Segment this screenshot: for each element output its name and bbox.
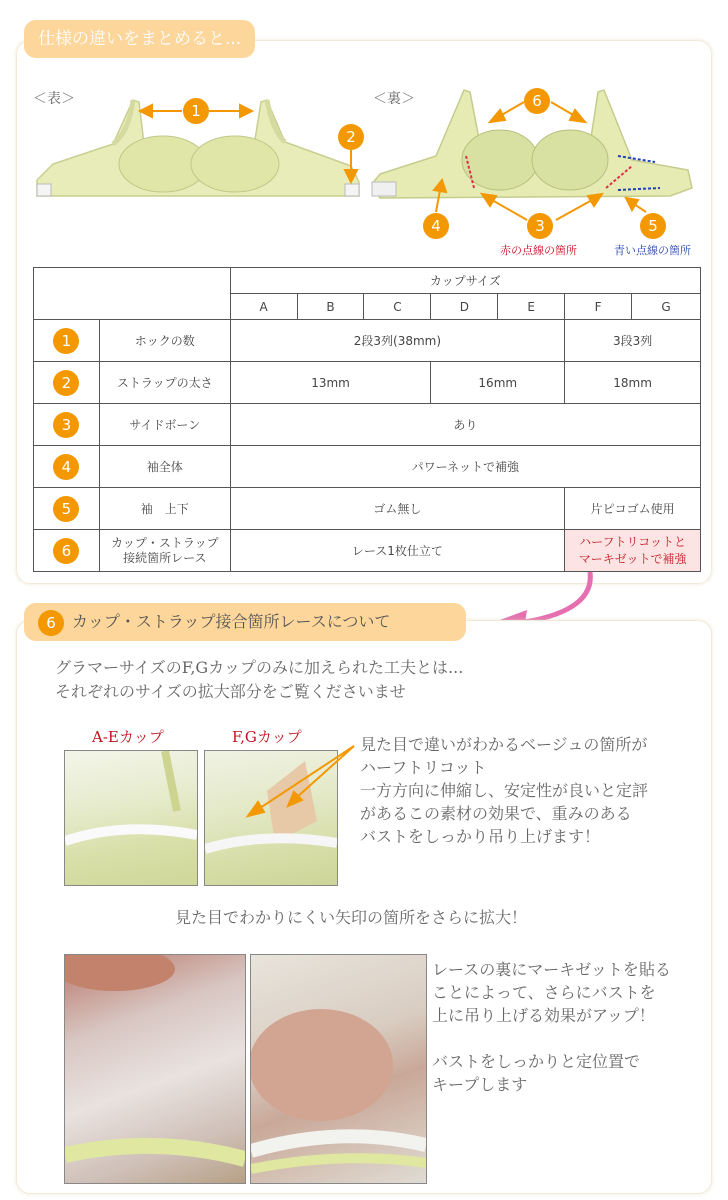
row-num: 2 [53, 370, 79, 396]
desc-line: バストをしっかりと定位置で [432, 1052, 641, 1071]
callout-5: 5 [640, 213, 666, 239]
highlight-line: マーキゼットで補強 [578, 551, 687, 566]
front-label: ＜表＞ [33, 91, 75, 107]
table-row [34, 362, 701, 404]
callout-6: 6 [524, 88, 550, 114]
row-cell: パワーネットで補強 [230, 446, 700, 488]
back-label: ＜裏＞ [373, 91, 415, 107]
pointer-arrows [230, 740, 360, 820]
desc-line: バストをしっかり吊り上げます！ [360, 827, 601, 846]
desc-line [432, 1027, 671, 1050]
row-label: サイドボーン [99, 404, 230, 446]
row-num: 3 [53, 412, 79, 438]
row-cell: ゴム無し [230, 488, 564, 530]
desc-block-2 [432, 958, 671, 1096]
desc-line: 見た目で違いがわかるベージュの箇所が [360, 735, 648, 754]
desc-line: 上に吊り上げる効果がアップ！ [432, 1006, 655, 1025]
size-f: F [565, 294, 632, 320]
callout-1: 1 [183, 98, 209, 124]
highlight-line: ハーフトリコットと [579, 534, 687, 549]
row-cell: 2段3列(38mm) [230, 320, 564, 362]
table-row [34, 446, 701, 488]
lace-closeup-photo-2 [250, 954, 427, 1184]
spec-summary-title: 仕様の違いをまとめると... [24, 20, 255, 58]
row-label: ストラップの太さ [99, 362, 230, 404]
ae-cup-caption: A-Eカップ [92, 728, 164, 746]
callout-2: 2 [338, 124, 364, 150]
callout-3: 3 [527, 213, 553, 239]
desc-line: 一方方向に伸縮し、安定性が良いと定評 [360, 781, 649, 800]
row-label-line: 接続箇所レース [123, 550, 207, 565]
size-g: G [632, 294, 701, 320]
row-num: 4 [53, 454, 79, 480]
callout-arrows [0, 0, 728, 270]
blue-dotted-note: 青い点線の箇所 [614, 244, 691, 257]
size-c: C [364, 294, 431, 320]
detail-title-tab [24, 603, 466, 641]
row-cell: 16mm [431, 362, 565, 404]
intro-line-2: それぞれのサイズの拡大部分をご覧くださいませ [55, 682, 406, 701]
row-cell: 18mm [565, 362, 701, 404]
row-cell: 13mm [230, 362, 431, 404]
size-d: D [431, 294, 498, 320]
table-row [34, 530, 701, 572]
row-label: 袖 上下 [99, 488, 230, 530]
desc-line: ことによって、さらにバストを [432, 983, 656, 1002]
row-cell: レース1枚仕立て [230, 530, 564, 572]
row-label: 袖全体 [99, 446, 230, 488]
row-cell: 3段3列 [565, 320, 701, 362]
highlight-cell [565, 530, 701, 572]
table-corner [34, 268, 231, 320]
table-row [34, 320, 701, 362]
table-row [34, 488, 701, 530]
intro-line-1: グラマーサイズのF,Gカップのみに加えられた工夫とは... [55, 658, 464, 677]
cup-size-header: カップサイズ [230, 268, 700, 294]
size-a: A [230, 294, 297, 320]
callout-4: 4 [423, 213, 449, 239]
row-num: 6 [53, 538, 79, 564]
spec-table [33, 267, 701, 572]
size-b: B [297, 294, 364, 320]
ae-cup-photo [64, 750, 198, 886]
desc-line: キープします [432, 1075, 528, 1094]
fg-cup-caption: F,Gカップ [232, 728, 302, 746]
desc-line: があるこの素材の効果で、重みのある [360, 804, 632, 823]
zoom-heading: 見た目でわかりにくい矢印の箇所をさらに拡大！ [175, 908, 528, 927]
detail-num: 6 [38, 610, 64, 636]
row-label: ホックの数 [99, 320, 230, 362]
row-cell: あり [230, 404, 700, 446]
table-row [34, 404, 701, 446]
row-label [99, 530, 230, 572]
row-num: 5 [53, 496, 79, 522]
detail-title: カップ・ストラップ接合箇所レースについて [72, 612, 391, 631]
red-dotted-note: 赤の点線の箇所 [500, 244, 577, 257]
desc-line: レースの裏にマーキゼットを貼る [432, 960, 671, 979]
lace-closeup-photo-1 [64, 954, 246, 1184]
row-label-line: カップ・ストラップ [110, 535, 219, 550]
row-num: 1 [53, 328, 79, 354]
size-e: E [498, 294, 565, 320]
desc-block-1 [360, 733, 648, 848]
row-cell: 片ピコゴム使用 [565, 488, 701, 530]
desc-line: ハーフトリコット [360, 758, 487, 777]
